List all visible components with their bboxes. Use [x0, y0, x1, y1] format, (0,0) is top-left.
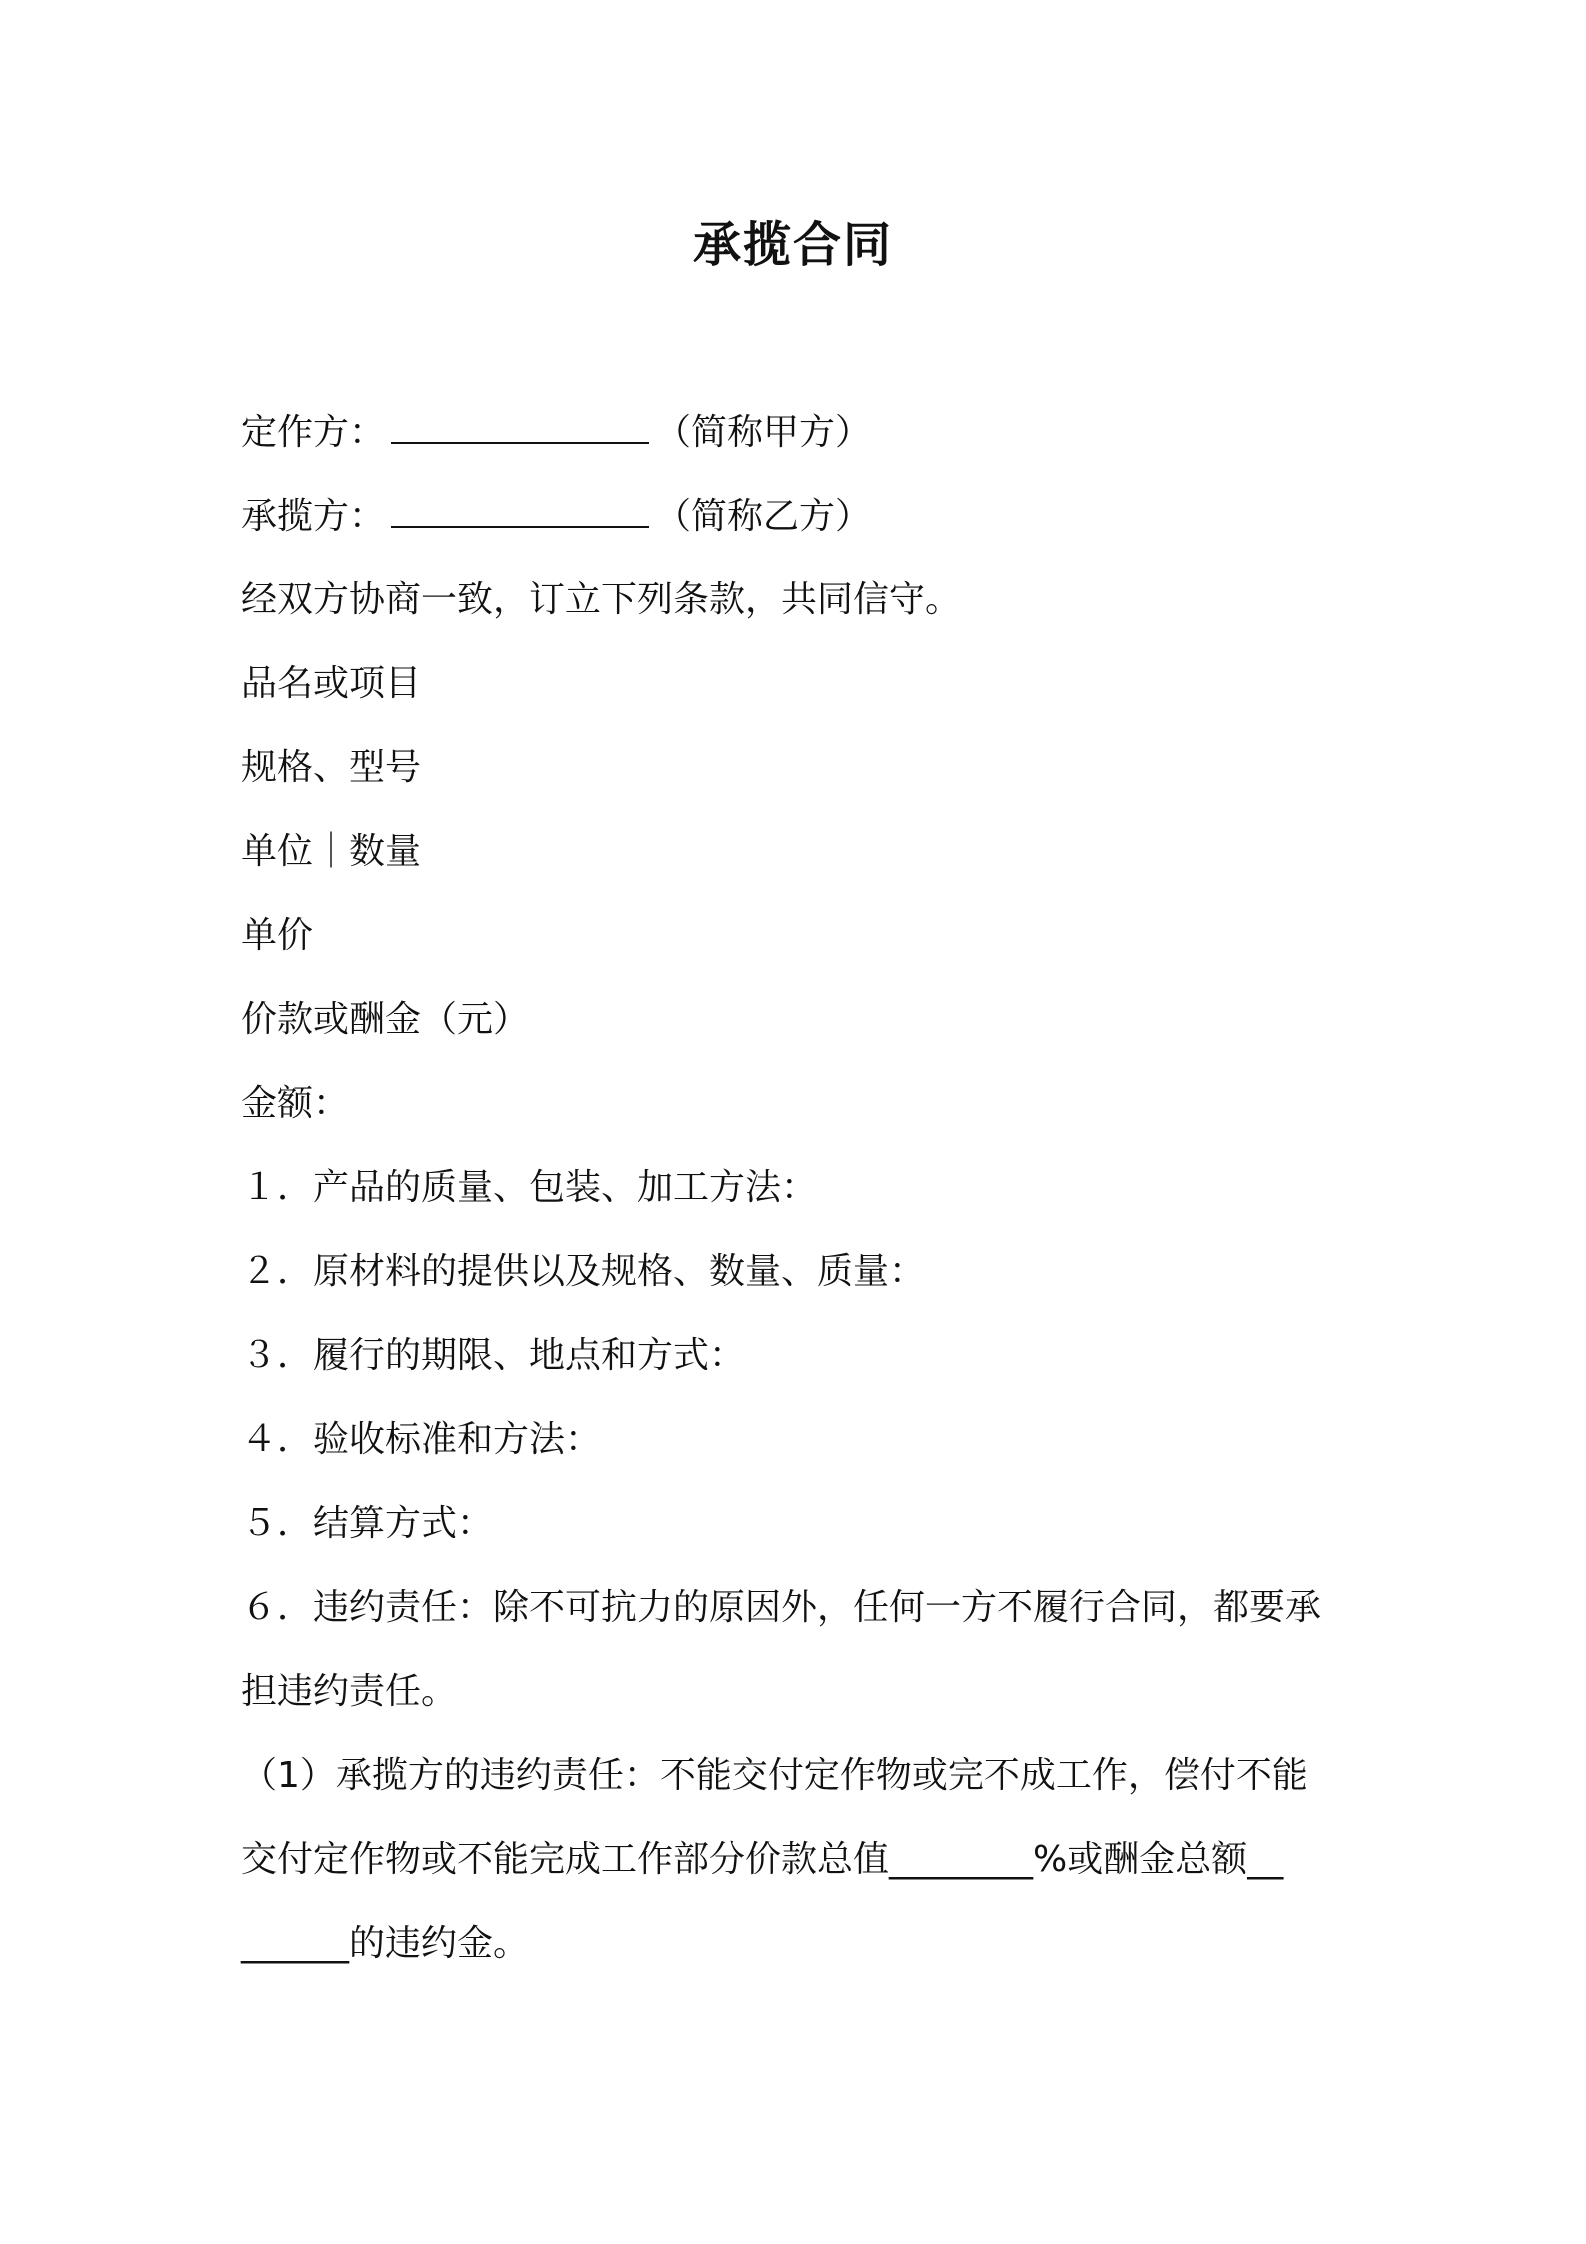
clause-3: ３．履行的期限、地点和方式：	[241, 1335, 746, 1376]
clause-5: ５．结算方式：	[241, 1503, 494, 1544]
clause-4: ４．验收标准和方法：	[241, 1419, 602, 1460]
party-a-blank	[391, 406, 649, 444]
party-b-line	[241, 490, 871, 543]
party-b-note: （简称乙方）	[655, 496, 872, 537]
field-item-name: 品名或项目	[241, 663, 422, 704]
document-title: 承揽合同	[692, 217, 893, 273]
clause-1: １．产品的质量、包装、加工方法：	[241, 1167, 818, 1208]
party-b-blank	[391, 490, 649, 528]
clause-2: ２．原材料的提供以及规格、数量、质量：	[241, 1251, 926, 1292]
clause-6-1-line-2: 交付定作物或不能完成工作部分价款总值________%或酬金总额__	[241, 1839, 1284, 1880]
clause-6-1-line-1: （1）承揽方的违约责任：不能交付定作物或完不成工作，偿付不能	[241, 1755, 1308, 1796]
agreement-text: 经双方协商一致，订立下列条款，共同信守。	[241, 579, 962, 620]
party-a-line	[241, 406, 871, 459]
field-unit-qty: 单位｜数量	[241, 831, 422, 872]
clause-6-1-line-3: ______的违约金。	[241, 1923, 530, 1964]
field-amount: 金额：	[241, 1083, 350, 1124]
party-b-label: 承揽方：	[241, 496, 386, 537]
field-unit-price: 单价	[241, 915, 314, 956]
clause-6-line-2: 担违约责任。	[241, 1671, 458, 1712]
field-spec: 规格、型号	[241, 747, 422, 788]
party-a-note: （简称甲方）	[655, 412, 872, 453]
party-a-label: 定作方：	[241, 412, 386, 453]
field-price: 价款或酬金（元）	[241, 999, 530, 1040]
clause-6-line-1: ６．违约责任：除不可抗力的原因外，任何一方不履行合同，都要承	[241, 1587, 1322, 1628]
